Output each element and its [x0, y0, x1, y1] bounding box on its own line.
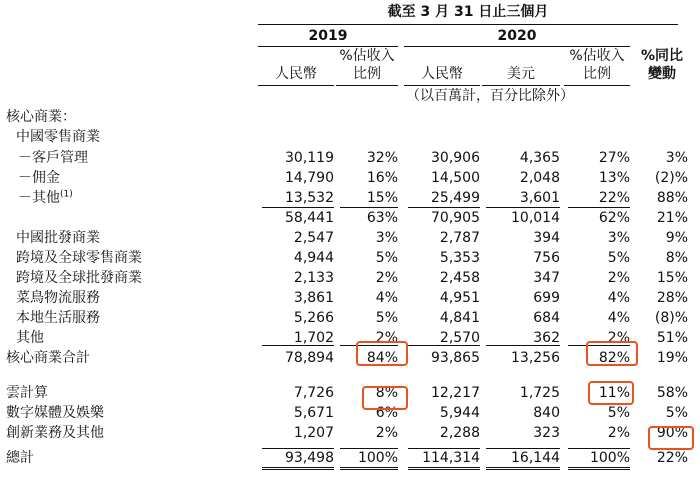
cell-pct-2020: 5%	[607, 405, 630, 421]
row-label-text: 中國批發商業	[16, 230, 100, 246]
colhead-rule	[564, 85, 630, 86]
row-label	[6, 405, 104, 421]
colhead-rule	[336, 85, 398, 86]
col-rmb-2019: 人民幣	[275, 66, 317, 82]
cell-rmb-2019: 3,861	[293, 290, 334, 306]
grand-total-rule	[262, 448, 334, 449]
cell-yoy: 3%	[665, 150, 688, 166]
row-label	[16, 270, 142, 286]
cell-rmb-2020: 5,353	[439, 250, 480, 266]
cell-rmb-2020: 2,458	[439, 270, 480, 286]
cell-rmb-2019: 5,266	[293, 310, 334, 326]
cell-pct-2020: 82%	[598, 350, 630, 366]
row-label-text: 創新業務及其他	[6, 425, 104, 441]
cell-pct-2019: 5%	[375, 250, 398, 266]
subtotal-rule	[262, 207, 334, 208]
col-usd-2020: 美元	[507, 66, 535, 82]
row-label-text: 其他	[16, 330, 44, 346]
cell-pct-2020: 4%	[607, 310, 630, 326]
footnote-marker: (1)	[60, 189, 73, 200]
grand-total-rule	[408, 448, 480, 449]
row-label	[16, 310, 100, 326]
row-label	[18, 170, 60, 186]
cell-yoy: 28%	[656, 290, 688, 306]
cell-pct-2020: 27%	[598, 150, 630, 166]
cell-pct-2019: 2%	[375, 425, 398, 441]
cell-usd-2020: 394	[533, 230, 560, 246]
cell-pct-2020: 3%	[607, 230, 630, 246]
cell-pct-2019: 2%	[375, 330, 398, 346]
highlight-box-core-pct-2020	[586, 341, 638, 366]
cell-pct-2019: 63%	[366, 210, 398, 226]
unit-note: （以百萬計，百分比除外）	[406, 88, 574, 104]
cell-usd-2020: 3,601	[519, 190, 560, 206]
cell-usd-2020: 347	[533, 270, 560, 286]
cell-rmb-2019: 2,133	[293, 270, 334, 286]
grand-total-rule	[486, 448, 560, 449]
row-label	[16, 330, 44, 346]
grand-total-double-rule	[486, 467, 560, 470]
section-title: 核心商業：	[6, 109, 76, 125]
cell-rmb-2020: 4,841	[439, 310, 480, 326]
row-label-text: 跨境及全球批發商業	[16, 270, 142, 286]
row-label-text: 總計	[6, 450, 34, 466]
cell-usd-2020: 323	[533, 425, 560, 441]
cell-yoy: 51%	[656, 330, 688, 346]
cell-yoy: 5%	[665, 405, 688, 421]
cell-rmb-2020: 5,944	[439, 405, 480, 421]
cell-rmb-2019: 7,726	[293, 385, 334, 401]
cell-pct-2019: 5%	[375, 310, 398, 326]
cell-rmb-2020: 25,499	[431, 190, 480, 206]
cell-usd-2020: 756	[533, 250, 560, 266]
cell-pct-2019: 84%	[366, 350, 398, 366]
cell-rmb-2019: 30,119	[285, 150, 334, 166]
grand-total-rule	[568, 448, 630, 449]
core-total-rule	[486, 345, 560, 346]
cell-rmb-2019: 93,498	[285, 450, 334, 466]
cell-rmb-2020: 2,787	[439, 230, 480, 246]
cell-rmb-2019: 78,894	[285, 350, 334, 366]
grand-total-rule	[340, 448, 398, 449]
cell-yoy: 15%	[656, 270, 688, 286]
cell-pct-2019: 3%	[375, 230, 398, 246]
cell-usd-2020: 13,256	[511, 350, 560, 366]
highlight-box-core-pct-2019	[356, 341, 408, 366]
core-total-rule	[408, 345, 480, 346]
cell-rmb-2020: 2,288	[439, 425, 480, 441]
cell-rmb-2020: 2,570	[439, 330, 480, 346]
colhead-rule	[482, 85, 560, 86]
cell-usd-2020: 699	[533, 290, 560, 306]
period-header: 截至 3 月 31 日止三個月	[387, 4, 549, 20]
cell-usd-2020: 840	[533, 405, 560, 421]
col-pct-2020-l2: 比例	[583, 66, 611, 82]
cell-pct-2020: 2%	[607, 330, 630, 346]
cell-usd-2020: 4,365	[519, 150, 560, 166]
row-label	[16, 230, 100, 246]
cell-rmb-2020: 70,905	[431, 210, 480, 226]
cell-pct-2019: 15%	[366, 190, 398, 206]
header-rule	[258, 24, 678, 25]
colhead-rule	[404, 85, 480, 86]
col-pct-2020-l1: %佔收入	[569, 48, 625, 64]
row-label-text: －其他	[18, 190, 60, 206]
cell-yoy: 90%	[656, 425, 688, 441]
row-label-text: 雲計算	[6, 385, 48, 401]
col-pct-2019-l1: %佔收入	[339, 48, 395, 64]
cell-pct-2020: 11%	[598, 385, 630, 401]
cell-yoy: 9%	[665, 230, 688, 246]
row-label-text: －客戶管理	[18, 150, 88, 166]
col-yoy-l1: %同比	[640, 48, 684, 64]
cell-rmb-2019: 1,207	[293, 425, 334, 441]
col-rmb-2020: 人民幣	[421, 66, 463, 82]
highlight-box-cloud-pct-2020	[588, 381, 634, 405]
cell-pct-2019: 2%	[375, 270, 398, 286]
cell-rmb-2020: 114,314	[422, 450, 480, 466]
cell-rmb-2020: 14,500	[431, 170, 480, 186]
cell-rmb-2020: 4,951	[439, 290, 480, 306]
cell-yoy: (8)%	[654, 310, 688, 326]
year-2020-rule	[404, 46, 630, 47]
subtotal-rule	[340, 207, 398, 208]
cell-rmb-2019: 5,671	[293, 405, 334, 421]
cell-pct-2019: 4%	[375, 290, 398, 306]
cell-pct-2020: 100%	[589, 450, 630, 466]
core-total-rule	[262, 345, 334, 346]
year-2019-header: 2019	[308, 28, 348, 44]
col-yoy-l2: 變動	[648, 66, 676, 82]
cell-pct-2020: 22%	[598, 190, 630, 206]
col-pct-2019-l2: 比例	[353, 66, 381, 82]
cell-pct-2020: 62%	[598, 210, 630, 226]
subtotal-rule	[568, 207, 630, 208]
row-label-text: 數字媒體及娛樂	[6, 405, 104, 421]
row-label	[6, 385, 48, 401]
year-2020-header: 2020	[497, 28, 537, 44]
cell-rmb-2020: 93,865	[431, 350, 480, 366]
cell-yoy: 21%	[656, 210, 688, 226]
cell-usd-2020: 362	[533, 330, 560, 346]
highlight-box-cloud-pct-2019	[362, 386, 408, 410]
cell-pct-2020: 5%	[607, 250, 630, 266]
cell-rmb-2020: 12,217	[431, 385, 480, 401]
cell-pct-2019: 32%	[366, 150, 398, 166]
cell-pct-2019: 100%	[357, 450, 398, 466]
cell-rmb-2019: 13,532	[285, 190, 334, 206]
cell-pct-2020: 2%	[607, 425, 630, 441]
cell-rmb-2019: 4,944	[293, 250, 334, 266]
cell-usd-2020: 1,725	[519, 385, 560, 401]
cell-rmb-2019: 1,702	[293, 330, 334, 346]
cell-yoy: 8%	[665, 250, 688, 266]
row-label-text: 核心商業合計	[6, 350, 90, 366]
grand-total-double-rule	[408, 467, 480, 470]
year-2019-rule	[258, 46, 398, 47]
cell-usd-2020: 16,144	[511, 450, 560, 466]
grand-total-double-rule	[262, 467, 334, 470]
cell-pct-2019: 6%	[375, 405, 398, 421]
grand-total-double-rule	[340, 467, 398, 470]
colhead-rule	[258, 85, 334, 86]
cell-yoy: 19%	[656, 350, 688, 366]
row-label	[16, 290, 100, 306]
grand-total-double-rule	[568, 467, 630, 470]
cell-pct-2020: 2%	[607, 270, 630, 286]
row-label	[18, 190, 73, 206]
cell-pct-2020: 4%	[607, 290, 630, 306]
row-label	[16, 250, 142, 266]
row-label	[6, 450, 34, 466]
cell-usd-2020: 684	[533, 310, 560, 326]
row-label	[6, 425, 104, 441]
cell-pct-2019: 8%	[375, 385, 398, 401]
cell-yoy: (2)%	[654, 170, 688, 186]
row-label-text: 菜鳥物流服務	[16, 290, 100, 306]
cell-yoy: 58%	[656, 385, 688, 401]
cell-usd-2020: 2,048	[519, 170, 560, 186]
subtotal-rule	[408, 207, 480, 208]
cell-yoy: 88%	[656, 190, 688, 206]
cell-rmb-2019: 14,790	[285, 170, 334, 186]
row-label-text: 本地生活服務	[16, 310, 100, 326]
row-label	[18, 150, 88, 166]
subsection-title: 中國零售商業	[16, 129, 100, 145]
row-label-text: －佣金	[18, 170, 60, 186]
highlight-box-innovation-yoy	[648, 426, 694, 450]
subtotal-rule	[486, 207, 560, 208]
cell-rmb-2020: 30,906	[431, 150, 480, 166]
cell-rmb-2019: 58,441	[285, 210, 334, 226]
row-label-text: 跨境及全球零售商業	[16, 250, 142, 266]
cell-pct-2019: 16%	[366, 170, 398, 186]
cell-pct-2020: 13%	[598, 170, 630, 186]
cell-yoy: 22%	[656, 450, 688, 466]
row-label	[6, 350, 90, 366]
cell-rmb-2019: 2,547	[293, 230, 334, 246]
cell-usd-2020: 10,014	[511, 210, 560, 226]
